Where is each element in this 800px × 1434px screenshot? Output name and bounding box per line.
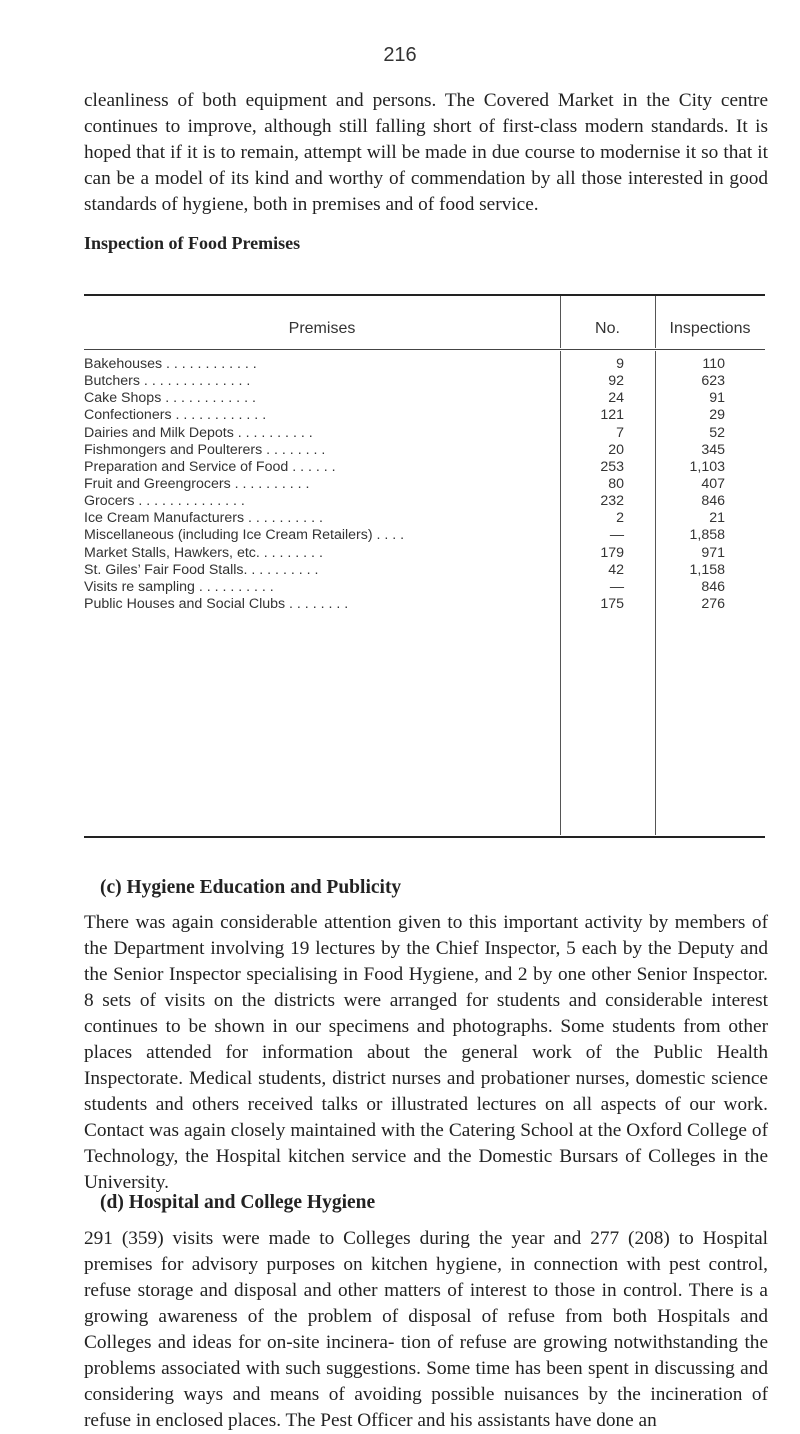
no-cell: 253 — [600, 458, 624, 475]
table-row — [84, 527, 765, 544]
table-row — [84, 373, 765, 390]
inspections-cell: 623 — [701, 373, 725, 390]
no-cell: 80 — [608, 475, 624, 492]
table-row — [84, 390, 765, 407]
inspections-cell: 29 — [709, 407, 725, 424]
table-row — [84, 579, 765, 596]
inspections-cell: 52 — [709, 424, 725, 441]
premises-cell: Visits re sampling . . . . . . . . . . — [84, 578, 274, 595]
premises-cell: Butchers . . . . . . . . . . . . . . — [84, 373, 251, 390]
no-cell: 179 — [600, 544, 624, 561]
inspections-cell: 110 — [702, 356, 725, 372]
premises-cell: St. Giles’ Fair Food Stalls. . . . . . . . . . — [84, 561, 319, 578]
table-row — [84, 510, 765, 527]
table-row — [84, 545, 765, 562]
section-c-heading: (c) Hygiene Education and Publicity — [100, 877, 402, 898]
no-cell: 2 — [616, 510, 624, 527]
section-d-heading: (d) Hospital and College Hygiene — [100, 1192, 376, 1213]
section-c-body: There was again considerable attention given to this important activity by members of the Department involving 19 lectures by the Chief Inspector, 5 each by the Deputy and the Senior Inspector specialising in Food Hygiene, and 2 by one other Senior Inspector. 8 sets of visits on the districts were arranged for students and considerable interest continues to be shown in our specimens and photographs. Some students from other places attended for information about the general work of the Public Health Inspectorate. Medical students, district nurses and probationer nurses, domestic science students and others received talks or illustrated lectures on all aspects of our work. Contact was again closely maintained with the Catering School at the Oxford College of Technology, the Hospital kitchen service and the Domestic Bursars of Colleges in the University. — [84, 912, 768, 1193]
premises-cell: Bakehouses . . . . . . . . . . . . — [84, 356, 257, 372]
no-cell: 175 — [600, 595, 624, 612]
no-cell: 92 — [608, 373, 624, 390]
inspections-cell: 846 — [701, 493, 725, 510]
table-row — [84, 493, 765, 510]
premises-cell: Dairies and Milk Depots . . . . . . . . . . — [84, 424, 313, 441]
table-row — [84, 596, 765, 613]
table-row — [84, 459, 765, 476]
premises-cell: Grocers . . . . . . . . . . . . . . — [84, 493, 245, 510]
no-cell: — — [609, 578, 624, 595]
table-row — [84, 562, 765, 579]
no-cell: 20 — [608, 441, 624, 458]
premises-cell: Public Houses and Social Clubs . . . . . . . . — [84, 595, 349, 612]
no-cell: — — [609, 527, 624, 544]
inspections-cell: 1,158 — [689, 561, 725, 578]
table-row — [84, 425, 765, 442]
table-row — [84, 442, 765, 459]
inspections-cell: 91 — [709, 390, 725, 407]
no-cell: 121 — [600, 407, 624, 424]
premises-cell: Cake Shops . . . . . . . . . . . . — [84, 390, 256, 407]
table-heading: Inspection of Food Premises — [84, 233, 301, 253]
premises-cell: Miscellaneous (including Ice Cream Retailers) . . . . — [84, 527, 405, 544]
no-cell: 9 — [616, 356, 624, 372]
table-row — [84, 407, 765, 424]
premises-cell: Confectioners . . . . . . . . . . . . — [84, 407, 267, 424]
table-header-rule — [84, 349, 765, 350]
table-top-rule — [84, 294, 765, 296]
table-body — [84, 356, 765, 613]
no-cell: 232 — [600, 493, 624, 510]
premises-cell: Fishmongers and Poulterers . . . . . . . . — [84, 441, 326, 458]
intro-paragraph: cleanliness of both equipment and persons. The Covered Market in the City centre continues to improve, although still falling short of first-class modern standards. It is hoped that if it is to remain, attempt will be made in due course to modernise it so that it can be a model of its kind and worthy of commendation by all those interested in good standards of hygiene, both in premises and of food service. — [84, 90, 768, 215]
column-header-inspections: Inspections — [669, 320, 751, 337]
inspections-cell: 846 — [701, 578, 725, 595]
table-row — [84, 476, 765, 493]
page-number: 216 — [383, 44, 417, 66]
no-cell: 42 — [608, 561, 624, 578]
no-cell: 24 — [608, 390, 624, 407]
premises-cell: Market Stalls, Hawkers, etc. . . . . . . . . — [84, 544, 323, 561]
inspections-cell: 21 — [709, 510, 725, 527]
no-cell: 7 — [616, 424, 624, 441]
inspections-cell: 1,858 — [689, 527, 725, 544]
inspections-cell: 407 — [701, 475, 725, 492]
premises-cell: Ice Cream Manufacturers . . . . . . . . . . — [84, 510, 323, 527]
column-header-no: No. — [595, 320, 620, 337]
inspections-cell: 1,103 — [689, 458, 725, 475]
table-row — [84, 356, 765, 373]
section-d-body: 291 (359) visits were made to Colleges during the year and 277 (208) to Hospital premises for advisory purposes on kitchen hygiene, in connection with pest control, refuse storage and disposal and other matters of interest to those in control. There is a growing awareness of the problem of disposal of refuse from both Hospitals and Colleges and ideas for on-site incinera- tion of refuse are growing notwithstanding the problems associated with such suggestions. Some time has been spent in discussing and considering ways and means of avoiding possible nuisances by the incineration of refuse in enclosed places. The Pest Officer and his assistants have done an — [84, 1228, 768, 1431]
inspections-cell: 276 — [701, 595, 725, 612]
inspections-cell: 345 — [701, 441, 725, 458]
column-header-premises: Premises — [288, 320, 356, 337]
premises-cell: Fruit and Greengrocers . . . . . . . . . . — [84, 475, 310, 492]
inspections-cell: 971 — [701, 544, 725, 561]
premises-cell: Preparation and Service of Food . . . . . . — [84, 458, 336, 475]
table-bottom-rule — [84, 836, 765, 838]
